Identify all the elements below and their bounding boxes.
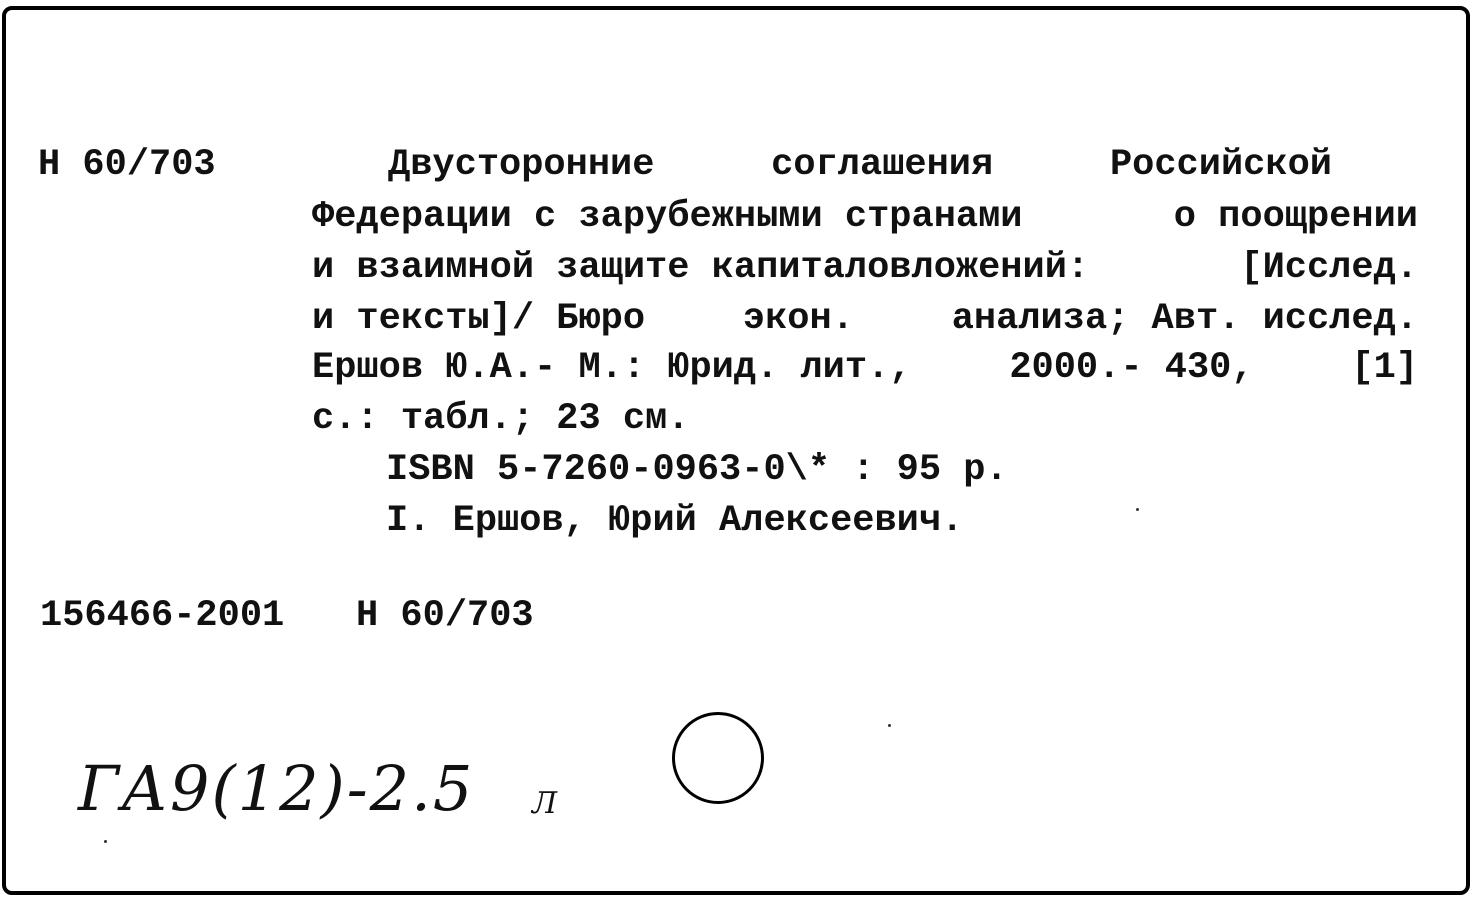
- entry-line-3-part-2: [Исслед.: [1240, 247, 1418, 289]
- entry-line-1-part-3: Российской: [1109, 144, 1332, 186]
- handwritten-classification-sub: Л: [532, 786, 560, 821]
- entry-line-5-part-2: 2000.- 430,: [1009, 347, 1254, 389]
- entry-line-6: с.: табл.; 23 см.: [312, 398, 690, 440]
- entry-line-4-part-2: экон.: [742, 298, 854, 340]
- added-entry: I. Ершов, Юрий Алексеевич.: [386, 500, 964, 542]
- entry-line-4-part-1: и тексты]/ Бюро: [312, 298, 646, 340]
- entry-line-3: [312, 247, 1418, 289]
- entry-line-5-part-3: [1]: [1351, 347, 1418, 389]
- entry-line-2-part-1: Федерации с зарубежными странами: [312, 196, 1023, 238]
- entry-line-1-part-2: соглашения: [771, 144, 994, 186]
- punch-hole-circle: [672, 712, 764, 804]
- entry-line-2: [312, 196, 1418, 238]
- entry-line-4: [312, 298, 1418, 340]
- isbn-line: ISBN 5-7260-0963-0\* : 95 р.: [386, 449, 1008, 491]
- entry-line-5: [312, 347, 1418, 389]
- entry-line-4-part-3: анализа; Авт. исслед.: [951, 298, 1418, 340]
- speck: [104, 840, 107, 843]
- entry-line-5-part-1: Ершов Ю.А.- М.: Юрид. лит.,: [312, 347, 912, 389]
- accession-call-number: Н 60/703: [356, 595, 534, 637]
- speck: [1136, 508, 1139, 511]
- entry-line-1: [312, 144, 1418, 186]
- handwritten-classification: ГА9(12)-2.5: [78, 752, 475, 825]
- accession-number: 156466-2001: [40, 595, 285, 637]
- entry-line-3-part-1: и взаимной защите капиталовложений:: [312, 247, 1090, 289]
- call-number: Н 60/703: [38, 144, 216, 186]
- entry-line-1-part-1: Двусторонние: [388, 144, 655, 186]
- entry-line-2-part-2: о поощрении: [1173, 196, 1418, 238]
- speck: [888, 724, 891, 727]
